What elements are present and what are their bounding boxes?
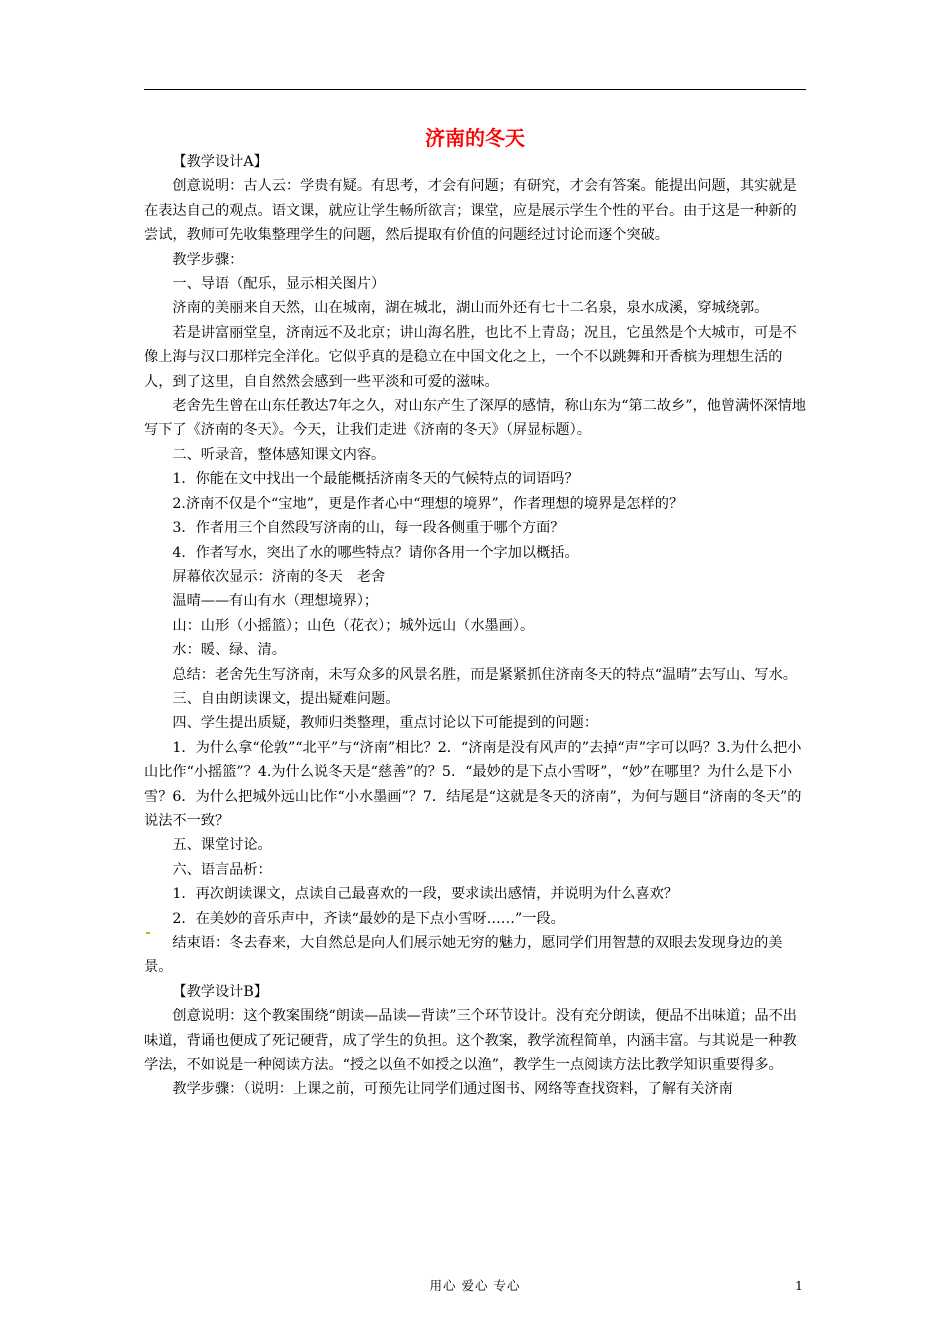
paragraph: 若是讲富丽堂皇，济南远不及北京；讲山海名胜，也比不上青岛；况且，它虽然是个大城市，可是不像上海与汉口那样完全洋化。它似乎真的是稳立在中国文化之上，一个不以跳舞和开香槟为理想生活的人，到了这里，自自然然会感到一些平淡和可爱的滋味。 [144, 324, 797, 390]
paragraph: 2．在美妙的音乐声中，齐读“最妙的是下点小雪呀……”一段。 [172, 910, 565, 927]
paragraph: 一、导语（配乐，显示相关图片） [172, 276, 386, 293]
paragraph: 五、课堂讨论。 [172, 837, 272, 854]
section-heading-a: 【教学设计A】 [172, 154, 268, 170]
document-body [144, 150, 806, 1102]
paragraph: 总结：老舍先生写济南，未写众多的风景名胜，而是紧紧抓住济南冬天的特点“温晴”去写山、写水。 [172, 666, 797, 683]
header-rule [144, 89, 806, 90]
paragraph: 1．再次朗读课文，点读自己最喜欢的一段，要求读出感情，并说明为什么喜欢？ [172, 886, 678, 903]
paragraph: 3．作者用三个自然段写济南的山，每一段各侧重于哪个方面？ [172, 520, 565, 537]
stray-mark [146, 932, 150, 934]
page-footer [0, 1276, 950, 1296]
paragraph: 教学步骤：（说明：上课之前，可预先让同学们通过图书、网络等查找资料，了解有关济南 [172, 1081, 733, 1098]
paragraph: 结束语：冬去春来，大自然总是向人们展示她无穷的魅力，愿同学们用智慧的双眼去发现身边的美景。 [144, 935, 783, 976]
paragraph: 创意说明：这个教案围绕“朗读—品读—背读”三个环节设计。没有充分朗读，便品不出味道；品不出味道，背诵也便成了死记硬背，成了学生的负担。这个教案，教学流程简单，内涵丰富。与其说是一种教学法，不如说是一种阅读方法。“授之以鱼不如授之以渔”，教学生一点阅读方法比教学知识重要得多。 [144, 1008, 797, 1074]
paragraph: 屏幕依次显示：济南的冬天 老舍 [172, 568, 386, 585]
paragraph: 水：暖、绿、清。 [172, 642, 286, 659]
paragraph: 四、学生提出质疑，教师归类整理，重点讨论以下可能提到的问题： [172, 715, 599, 732]
paragraph: 二、听录音，整体感知课文内容。 [172, 446, 386, 463]
paragraph: 4．作者写水，突出了水的哪些特点？请你各用一个字加以概括。 [172, 544, 579, 561]
paragraph: 创意说明：古人云：学贵有疑。有思考，才会有问题；有研究，才会有答案。能提出问题，其实就是在表达自己的观点。语文课，就应让学生畅所欲言；课堂，应是展示学生个性的平台。由于这是一种新的尝试，教师可先收集整理学生的问题，然后提取有价值的问题经过讨论而逐个突破。 [144, 178, 797, 244]
page-title: 济南的冬天 [425, 126, 525, 150]
paragraph: 1．为什么拿“伦敦”“北平”与“济南”相比？2．“济南是没有风声的”去掉“声”字可以吗？3.为什么把小山比作“小摇篮”？4.为什么说冬天是“慈善”的？5．“最妙的是下点小雪呀”，“妙”在哪里？为什么是下小雪？6．为什么把城外远山比作“小水墨画”？7．结尾是“这就是冬天的济南”，为何与题目“济南的冬天”的说法不一致？ [144, 739, 802, 829]
paragraph: 温晴——有山有水（理想境界）； [172, 593, 379, 610]
footer-text: 用心 爱心 专心 [429, 1278, 521, 1293]
paragraph: 1．你能在文中找出一个最能概括济南冬天的气候特点的词语吗？ [172, 471, 579, 488]
paragraph: 济南的美丽来自天然，山在城南，湖在城北，湖山而外还有七十二名泉，泉水成溪，穿城绕郭。 [172, 300, 769, 317]
paragraph: 六、语言品析： [172, 861, 272, 878]
section-heading-b: 【教学设计B】 [172, 983, 268, 1000]
page-number: 1 [795, 1278, 803, 1293]
paragraph: 三、自由朗读课文，提出疑难问题。 [172, 690, 400, 707]
paragraph: 2.济南不仅是个“宝地”，更是作者心中“理想的境界”，作者理想的境界是怎样的？ [172, 495, 684, 512]
paragraph: 教学步骤： [172, 251, 244, 268]
paragraph: 山：山形（小摇篮）；山色（花衣）；城外远山（水墨画）。 [172, 617, 535, 634]
paragraph: 老舍先生曾在山东任教达7年之久，对山东产生了深厚的感情，称山东为“第二故乡”，他曾满怀深情地写下了《济南的冬天》。今天，让我们走进《济南的冬天》（屏显标题）。 [144, 398, 806, 439]
